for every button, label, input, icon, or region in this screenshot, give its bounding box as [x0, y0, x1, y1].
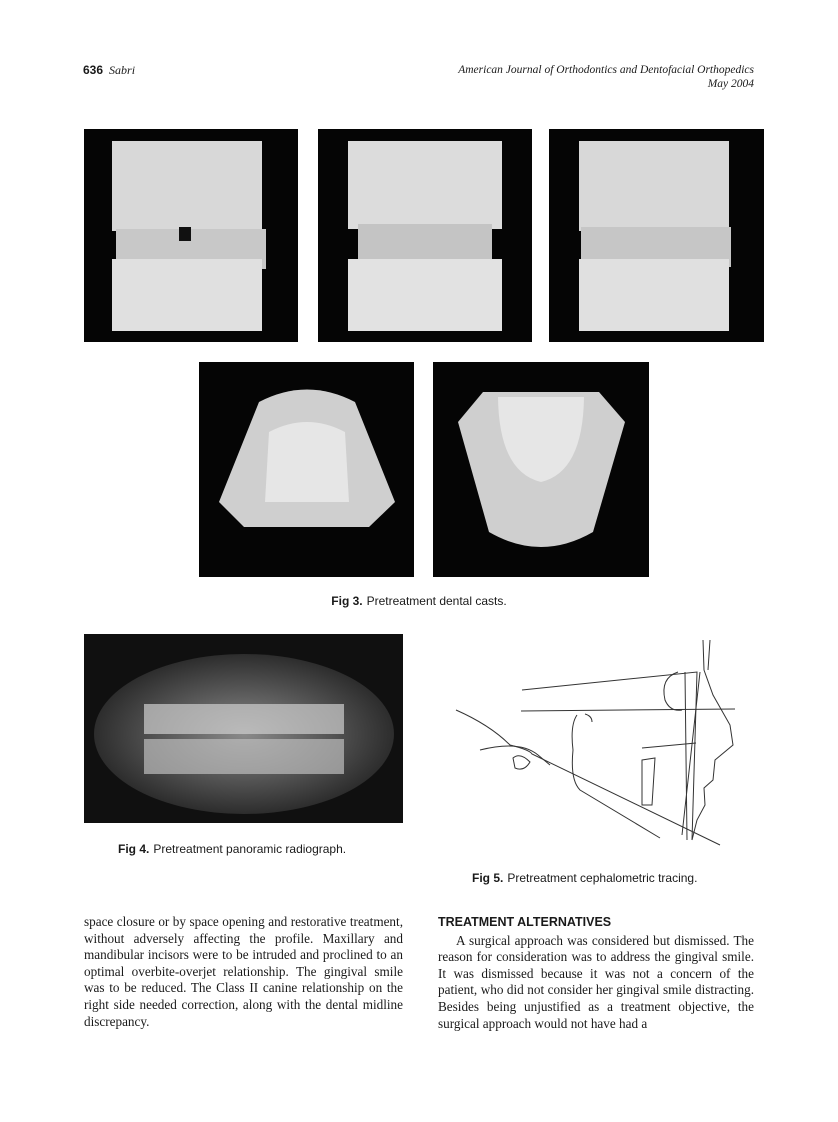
- cast-photo-mandibular-occlusal: [433, 362, 649, 577]
- right-column: [438, 914, 754, 1032]
- running-header-right: [458, 63, 754, 91]
- fig4-caption: Fig 4. Pretreatment panoramic radiograph.: [118, 842, 347, 856]
- issue-date: May 2004: [707, 78, 754, 90]
- right-column-text: A surgical approach was considered but dismissed. The reason for consideration was to address the gingival smile. It was dismissed because it was not a concern of the patient, who did not consider her gingival smile distracting. Besides being unjustified as a treatment objective, the surgical approach would not have had a: [438, 932, 754, 1031]
- left-column-text: space closure or by space opening and restorative treatment, without adversely affecting the profile. Maxillary and mandibular incisors were to be intruded and proclined to an optimal overbite-overjet relationship. The gingival smile was to be reduced. The Class II canine relationship on the right side needed correction, along with the dental midline discrepancy.: [84, 914, 403, 1029]
- cephalometric-tracing: [420, 630, 760, 850]
- panoramic-radiograph: [84, 634, 403, 823]
- fig5-caption: Fig 5. Pretreatment cephalometric tracing.: [472, 871, 698, 885]
- cast-photo-left-lateral: [549, 129, 764, 342]
- author: Sabri: [109, 63, 136, 77]
- running-header-left: [83, 63, 135, 78]
- section-heading: TREATMENT ALTERNATIVES: [438, 915, 612, 929]
- cast-photo-right-lateral: [84, 129, 298, 342]
- journal-title: American Journal of Orthodontics and Dentofacial Orthopedics: [458, 64, 754, 76]
- fig3-caption: Fig 3. Pretreatment dental casts.: [331, 594, 507, 608]
- cast-photo-frontal: [318, 129, 532, 342]
- page-number: 636: [83, 63, 104, 77]
- cast-photo-maxillary-occlusal: [199, 362, 414, 577]
